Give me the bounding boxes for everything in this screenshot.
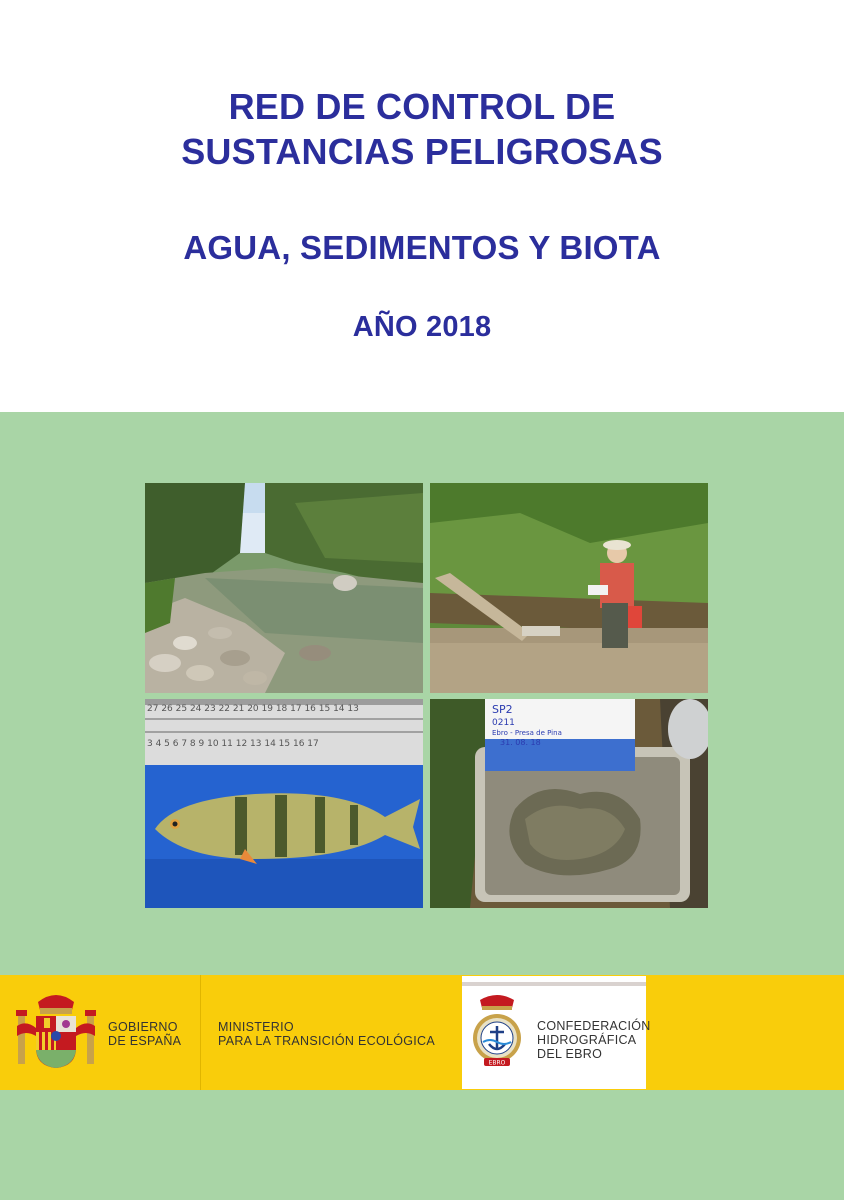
gobierno-label bbox=[108, 1020, 181, 1048]
sample-label-line1: SP2 bbox=[492, 703, 513, 716]
sample-label-line3: Ebro - Presa de Pina bbox=[492, 729, 562, 737]
sampling-photo bbox=[430, 483, 708, 693]
ruler-text-lower: 3 4 5 6 7 8 9 10 11 12 13 14 15 16 17 bbox=[147, 739, 319, 749]
confederacion-line3: DEL EBRO bbox=[537, 1047, 603, 1061]
confederacion-label bbox=[537, 1019, 651, 1061]
gobierno-line2: DE ESPAÑA bbox=[108, 1034, 182, 1048]
confederacion-line1: CONFEDERACIÓN bbox=[537, 1019, 651, 1033]
chg-top-rule bbox=[462, 982, 646, 986]
chg-emblem-text: EBRO bbox=[488, 1059, 506, 1067]
sample-label-line2: 0211 bbox=[492, 718, 515, 728]
title-line-2: SUSTANCIAS PELIGROSAS bbox=[181, 131, 663, 172]
ministerio-label bbox=[218, 1020, 435, 1048]
ministerio-line1: MINISTERIO bbox=[218, 1020, 294, 1034]
title-line-1: RED DE CONTROL DE bbox=[228, 86, 616, 127]
subtitle: AGUA, SEDIMENTOS Y BIOTA bbox=[183, 229, 661, 266]
river-photo bbox=[145, 483, 423, 693]
confederacion-line2: HIDROGRÁFICA bbox=[537, 1033, 637, 1047]
coat-of-arms-icon bbox=[16, 990, 96, 1072]
band-divider bbox=[200, 975, 201, 1090]
fish-photo bbox=[145, 699, 423, 908]
year-label: AÑO 2018 bbox=[352, 311, 492, 343]
ministerio-line2: PARA LA TRANSICIÓN ECOLÓGICA bbox=[218, 1034, 436, 1048]
sample-label-line4: 31. 08. 18 bbox=[500, 738, 541, 747]
ruler-text-upper: 27 26 25 24 23 22 21 20 19 18 17 16 15 14 13 bbox=[147, 704, 359, 714]
gobierno-line1: GOBIERNO bbox=[108, 1020, 178, 1034]
sediment-photo bbox=[430, 699, 708, 908]
title-area bbox=[0, 0, 844, 412]
chg-emblem-icon bbox=[470, 992, 524, 1072]
